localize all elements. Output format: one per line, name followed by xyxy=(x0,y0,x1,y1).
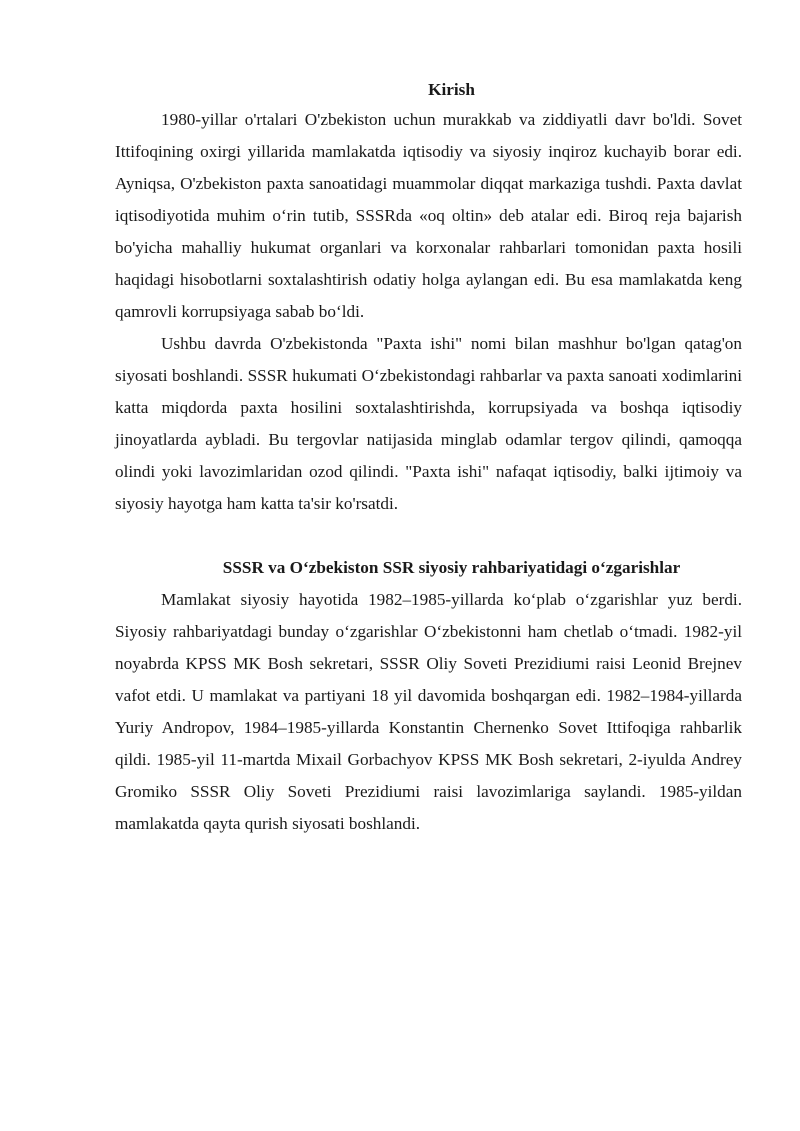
intro-paragraph-1: 1980-yillar o'rtalari O'zbekiston uchun murakkab va ziddiyatli davr bo'ldi. Sovet Ittifoqining oxirgi yillarida mamlakatda iqtisodiy va siyosiy inqiroz kuchayib borar edi. Ayniqsa, O'zbekiston paxta sanoatidagi muammolar diqqat markaziga tushdi. Paxta davlat iqtisodiyotida muhim o‘rin tutib, SSSRda «oq oltin» deb atalar edi. Biroq reja bajarish bo'yicha mahalliy hukumat organlari va korxonalar rahbarlari tomonidan paxta hosili haqidagi hisobotlarni soxtalashtirish odatiy holga aylangan edi. Bu esa mamlakatda keng qamrovli korrupsiyaga sabab bo‘ldi. xyxy=(115,110,742,321)
section-paragraph-1: Mamlakat siyosiy hayotida 1982–1985-yillarda ko‘plab o‘zgarishlar yuz berdi. Siyosiy rahbariyatdagi bunday o‘zgarishlar O‘zbekistonni ham chetlab o‘tmadi. 1982-yil noyabrda KPSS MK Bosh sekretari, SSSR Oliy Soveti Prezidiumi raisi Leonid Brejnev vafot etdi. U mamlakat va partiyani 18 yil davomida boshqargan edi. 1982–1984-yillarda Yuriy Andropov, 1984–1985-yillarda Konstantin Chernenko Sovet Ittifoqiga rahbarlik qildi. 1985-yil 11-martda Mixail Gorbachyov KPSS MK Bosh sekretari, 2-iyulda Andrey Gromiko SSSR Oliy Soveti Prezidiumi raisi lavozimlariga saylandi. 1985-yildan mamlakatda qayta qurish siyosati boshlandi. xyxy=(115,590,742,833)
document-title: Kirish xyxy=(428,80,475,99)
document-page xyxy=(115,76,742,840)
intro-paragraph-2: Ushbu davrda O'zbekistonda "Paxta ishi" nomi bilan mashhur bo'lgan qatag'on siyosati boshlandi. SSSR hukumati O‘zbekistondagi rahbarlar va paxta sanoati xodimlarini katta miqdorda paxta hosilini soxtalashtirishda, korrupsiyada va boshqa iqtisodiy jinoyatlarda aybladi. Bu tergovlar natijasida minglab odamlar tergov qilindi, qamoqqa olindi yoki lavozimlaridan ozod qilindi. "Paxta ishi" nafaqat iqtisodiy, balki ijtimoiy va siyosiy hayotga ham katta ta'sir ko'rsatdi. xyxy=(115,334,742,513)
section-heading: SSSR va O‘zbekiston SSR siyosiy rahbariyatidagi o‘zgarishlar xyxy=(222,558,681,577)
